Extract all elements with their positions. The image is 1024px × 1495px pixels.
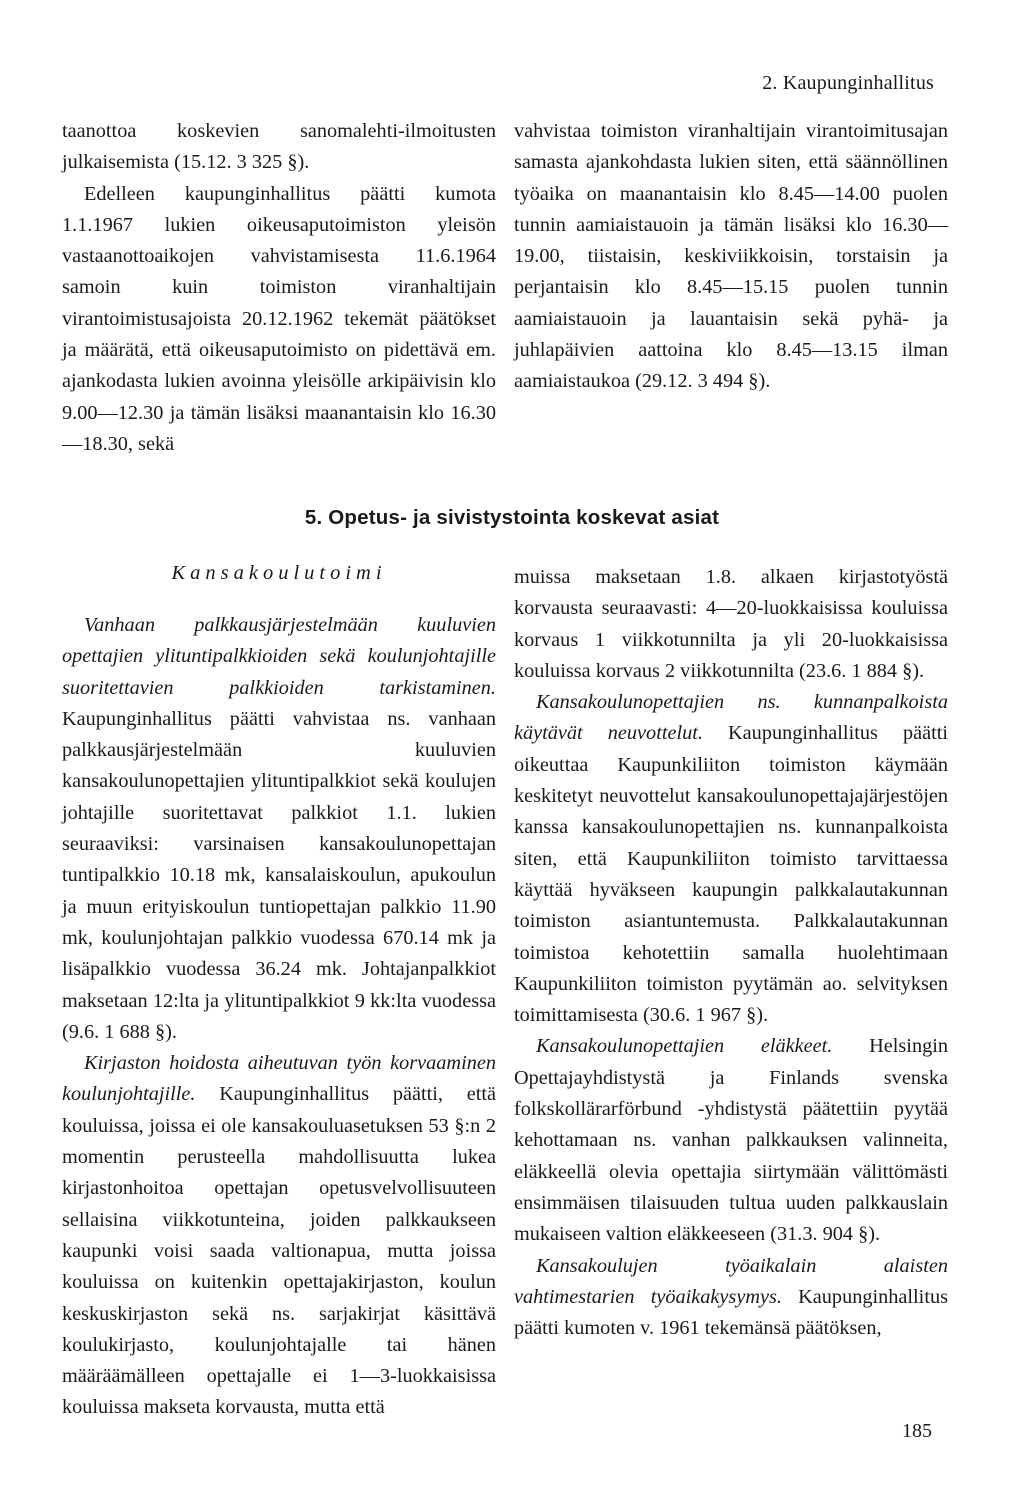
top-left-column [62,116,496,460]
paragraph: Edelleen kaupunginhallitus päätti kumota 1.1.1967 lukien oikeusaputoimiston yleisön vastaanottoaikojen vahvistamisesta 11.6.1964 samoin kuin toimiston viranhaltijain virantoimistusajoista 20.12.1962 tekemät päätökset ja määrätä, että oikeusaputoimisto on pidettävä em. ajankodasta lukien avoinna yleisölle arkipäivisin klo 9.00—12.30 ja tämän lisäksi maanantaisin klo 16.30—18.30, sekä [62,182,496,455]
paragraph-body: Kaupunginhallitus päätti oikeuttaa Kaupunkiliiton toimiston käymään keskitetyt neuvottelut kansakoulunopettajajärjestöjen kanssa kansakoulunopettajien ns. kunnanpalkoista siten, että Kaupunkiliiton toimisto tarvittaessa käyttää hyväkseen kaupungin palkkalautakunnan toimiston asiantuntemusta. Palkkalautakunnan toimistoa kehotettiin samalla huolehtimaan Kaupunkiliiton toimiston pyytämän ao. selvityksen toimittamisesta (30.6. 1 967 §). [514,722,948,1027]
running-head: 2. Kaupunginhallitus [762,72,934,94]
paragraph-title: Kansakoulunopettajien ns. kunnanpalkoista käytävät neuvottelut. [514,691,948,745]
paragraph [62,1048,496,1424]
paragraph-body: Kaupunginhallitus päätti, että kouluissa, joissa ei ole kansakouluasetuksen 53 §:n 2 momentin perusteella mahdollisuutta lukea kirjastonhoitoa opettajan opetusvelvollisuuteen sellaisina viikkotunteina, joiden palkkaukseen kaupunki voisi saada valtionapua, mutta joissa kouluissa on kuitenkin opettajakirjaston, koulun keskuskirjaston sekä ns. sarjakirjat käsittävä koulukirjasto, koulunjohtajalle tai hänen määräämälleen opettajalle ei 1—3-luokkaisissa kouluissa makseta korvausta, mutta että [62,1083,496,1419]
paragraph-body: Kaupunginhallitus päätti kumoten v. 1961 tekemänsä päätöksen, [514,1285,948,1340]
paragraph-title: Kirjaston hoidosta aiheutuvan työn korvaaminen koulunjohtajille. [62,1052,496,1106]
paragraph-title: Vanhaan palkkausjärjestelmään kuuluvien opettajien ylituntipalkkioiden sekä koulunjohtajille suoritettavien palkkioiden tarkistaminen. [62,614,496,699]
paragraph [514,1031,948,1250]
paragraph-title: Kansakoulunopettajien eläkkeet. [536,1035,833,1058]
left-main-column [62,610,496,1424]
top-right-column [514,116,948,398]
paragraph-title: Kansakoulujen työaikalain alaisten vahtimestarien työaikakysymys. [514,1254,948,1308]
paragraph: vahvistaa toimiston viranhaltijain virantoimitusajan samasta ajankohdasta lukien siten, että säännöllinen työaika on maanantaisin klo 8.45—14.00 puolen tunnin aamiaistauoin ja tämän lisäksi klo 16.30—19.00, tiistaisin, keskiviikkoisin, torstaisin ja perjantaisin klo 8.45—15.15 puolen tunnin aamiaistauoin ja lauantaisin sekä pyhä- ja juhlapäivien aattoina klo 8.45—13.15 ilman aamiaistaukoa (29.12. 3 494 §). [514,120,948,393]
section-heading: 5. Opetus- ja sivistystointa koskevat asiat [304,506,720,529]
paragraph [514,1251,948,1345]
page-number: 185 [902,1420,932,1442]
paragraph [514,687,948,1031]
paragraph: muissa maksetaan 1.8. alkaen kirjastotyöstä korvausta seuraavasti: 4—20-luokkaisissa kouluissa korvaus 1 viikkotunnilta ja yli 20-luokkaisissa kouluissa korvaus 2 viikkotunnilta (23.6. 1 884 §). [514,566,948,682]
paragraph-body: Kaupunginhallitus päätti vahvistaa ns. vanhaan palkkausjärjestelmään kuuluvien kansakoulunopettajien ylituntipalkkiot sekä koulujen johtajille suoritettavat palkkiot 1.1. lukien seuraaviksi: varsinaisen kansakoulunopettajan tuntipalkkio 10.18 mk, kansalaiskoulun, apukoulun ja muun erityiskoulun tuntiopettajan palkkio 11.90 mk, koulunjohtajan palkkio vuodessa 670.14 mk ja lisäpalkkio vuodessa 36.24 mk. Johtajanpalkkiot maksetaan 12:lta ja ylituntipalkkiot 9 kk:lta vuodessa (9.6. 1 688 §). [62,707,496,1043]
right-main-column [514,562,948,1344]
subsection-heading: Kansakoulutoimi [171,562,387,584]
paragraph: taanottoa koskevien sanomalehti-ilmoitusten julkaisemista (15.12. 3 325 §). [62,120,496,174]
paragraph [62,610,496,1048]
paragraph-body: Helsingin Opettajayhdistystä ja Finlands svenska folkskollärarförbund -yhdistystä päätettiin pyytää kehottamaan ns. vanhan palkkauksen valinneita, eläkkeellä olevia opettajia siirtymään välittömästi ensimmäisen tilaisuuden tultua uuden palkkauslain mukaiseen valtion eläkkeeseen (31.3. 904 §). [514,1035,948,1246]
